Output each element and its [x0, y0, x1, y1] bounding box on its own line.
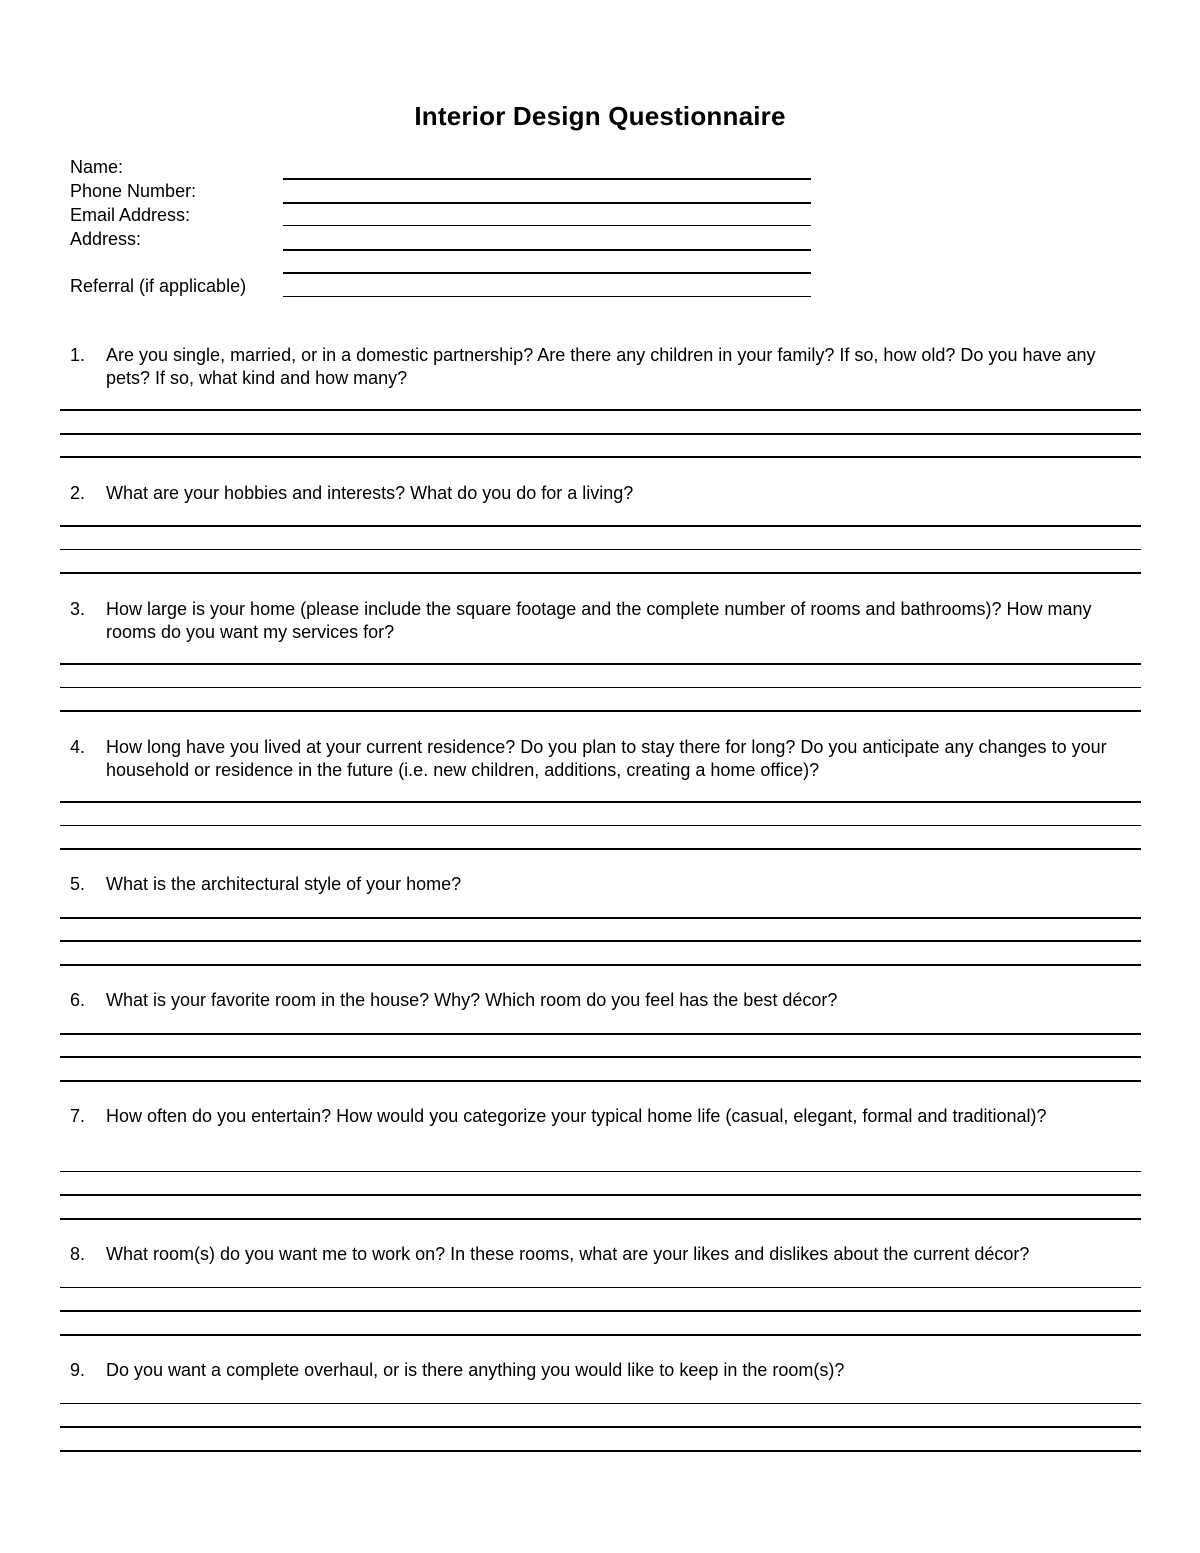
- question-number: 2.: [70, 483, 86, 503]
- answer-line[interactable]: [60, 940, 1141, 942]
- question-text: What is your favorite room in the house? Why? Which room do you feel has the best décor?: [106, 990, 838, 1010]
- address-label: Address:: [70, 229, 142, 249]
- question-9: [70, 1359, 1140, 1382]
- name-input-line[interactable]: [283, 178, 811, 180]
- question-4: [70, 736, 1140, 782]
- answer-line[interactable]: [60, 525, 1141, 527]
- answer-line[interactable]: [60, 549, 1141, 550]
- document-title: Interior Design Questionnaire: [414, 101, 786, 131]
- question-text: How often do you entertain? How would you categorize your typical home life (casual, elegant, formal and traditional)?: [106, 1106, 1047, 1126]
- answer-line[interactable]: [60, 1426, 1141, 1428]
- phone-number-label: Phone Number:: [70, 181, 197, 201]
- question-text: What are your hobbies and interests? What do you do for a living?: [106, 483, 634, 503]
- question-1: [70, 344, 1140, 390]
- answer-line[interactable]: [60, 1056, 1141, 1058]
- answer-line[interactable]: [60, 433, 1141, 435]
- answer-line[interactable]: [60, 456, 1141, 458]
- referral-input-line[interactable]: [283, 296, 811, 297]
- question-number: 5.: [70, 874, 86, 894]
- answer-line[interactable]: [60, 1287, 1141, 1288]
- answer-line[interactable]: [60, 1033, 1141, 1035]
- question-8: [70, 1243, 1140, 1266]
- question-7: [70, 1105, 1140, 1128]
- question-number: 6.: [70, 990, 86, 1010]
- answer-line[interactable]: [60, 1310, 1141, 1312]
- question-text: Are you single, married, or in a domestic partnership? Are there any children in your family? If so, how old? Do you have any pets? If so, what kind and how many?: [106, 345, 1096, 388]
- address-input-line-1[interactable]: [283, 249, 811, 251]
- answer-line[interactable]: [60, 1403, 1141, 1404]
- answer-line[interactable]: [60, 1080, 1141, 1082]
- question-text: How large is your home (please include the square footage and the complete number of rooms and bathrooms)? How many rooms do you want my services for?: [106, 599, 1092, 642]
- question-text: How long have you lived at your current residence? Do you plan to stay there for long? Do you anticipate any changes to your household or residence in the future (i.e. new children, additions, creating a home office)?: [106, 737, 1107, 780]
- email-address-label: Email Address:: [70, 205, 191, 225]
- question-6: [70, 989, 1140, 1012]
- answer-line[interactable]: [60, 572, 1141, 574]
- answer-line[interactable]: [60, 848, 1141, 850]
- answer-line[interactable]: [60, 1450, 1141, 1452]
- answer-line[interactable]: [60, 1334, 1141, 1336]
- email-address-input-line[interactable]: [283, 225, 811, 226]
- question-number: 4.: [70, 737, 86, 757]
- question-text: What is the architectural style of your home?: [106, 874, 462, 894]
- answer-line[interactable]: [60, 825, 1141, 826]
- question-number: 1.: [70, 345, 86, 365]
- answer-line[interactable]: [60, 1194, 1141, 1196]
- answer-line[interactable]: [60, 964, 1141, 966]
- referral-label: Referral (if applicable): [70, 276, 247, 296]
- answer-line[interactable]: [60, 710, 1141, 712]
- question-2: [70, 482, 1140, 505]
- answer-line[interactable]: [60, 917, 1141, 919]
- answer-line[interactable]: [60, 687, 1141, 688]
- answer-line[interactable]: [60, 801, 1141, 803]
- question-5: [70, 873, 1140, 896]
- name-label: Name:: [70, 157, 124, 177]
- answer-line[interactable]: [60, 1171, 1141, 1172]
- phone-number-input-line[interactable]: [283, 202, 811, 204]
- answer-line[interactable]: [60, 409, 1141, 411]
- question-number: 9.: [70, 1360, 86, 1380]
- question-text: Do you want a complete overhaul, or is there anything you would like to keep in the room(s)?: [106, 1360, 845, 1380]
- question-number: 7.: [70, 1106, 86, 1126]
- answer-line[interactable]: [60, 1218, 1141, 1220]
- question-number: 8.: [70, 1244, 86, 1264]
- address-input-line-2[interactable]: [283, 272, 811, 274]
- question-3: [70, 598, 1140, 644]
- question-number: 3.: [70, 599, 86, 619]
- question-text: What room(s) do you want me to work on? In these rooms, what are your likes and dislikes about the current décor?: [106, 1244, 1030, 1264]
- answer-line[interactable]: [60, 663, 1141, 665]
